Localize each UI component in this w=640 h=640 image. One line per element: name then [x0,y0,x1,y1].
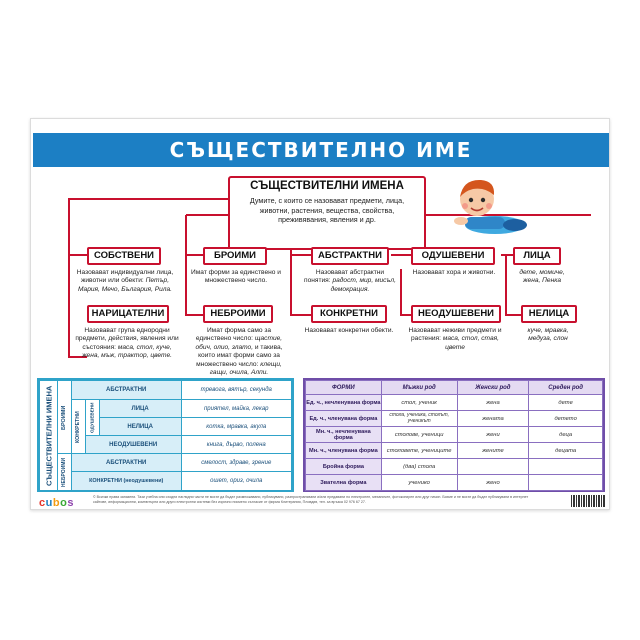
forms-header-masculine: Мъжки род [381,381,457,395]
forms-grid [305,380,603,491]
desc-naricatelni [75,327,179,361]
table-ex-abstraktni: тревога, вятър, секунда [181,381,291,400]
table-ex-lica: приятел, майка, лекар [181,400,291,418]
label-sobstveni: СОБСТВЕНИ [87,247,161,265]
desc-nebroimi-example-2: клещи, гащи, очила, Алпи. [209,360,282,377]
forms-cell: столове, ученици [381,427,457,443]
main-concept-desc: Думите, с които се назовават предмети, лица, животни, растения, вещества, свойства, преживявания, явления и др. [249,196,405,224]
desc-neodusheveni [407,327,503,352]
forms-header-form: ФОРМИ [306,381,382,395]
table-cat-lica: ЛИЦА [99,400,181,418]
table-nebroimi-label: НЕБРОИМИ [57,454,71,491]
desc-nebroimi-text-2: и такива, които имат форми само за множествено число: [196,343,283,368]
logo-letter: c [39,497,46,509]
forms-row-label: Мн. ч., членувана форма [306,443,382,459]
label-abstraktni: АБСТРАКТНИ [311,247,389,265]
table-cat-nelica: НЕЛИЦА [99,418,181,436]
desc-odusheveni: Назовават хора и животни. [412,269,496,276]
forms-cell: стола, ученика, столът, ученикът [381,411,457,427]
forms-cell: ученико [381,475,457,491]
table-cat-neodusheveni: НЕОДУШЕВЕНИ [85,436,181,454]
label-nelica: НЕЛИЦА [521,305,577,323]
desc-abstraktni-text: Назовават абстрактни понятия: [304,269,385,285]
forms-row-label: Бройна форма [306,459,382,475]
table-ex-neodusheveni: книга, дърво, полена [181,436,291,454]
forms-cell: жените [457,443,529,459]
main-concept-box [228,176,426,250]
logo-letter: b [52,497,61,509]
forms-row-label: Мн. ч., нечленувана форма [306,427,382,443]
forms-header-feminine: Женски род [457,381,529,395]
forms-cell: жената [457,411,529,427]
boy-illustration [451,175,529,237]
table-ex-abstraktni-2: смелост, здраве, зрение [181,454,291,472]
table-odusheveni-label: ОДУШЕВЕНИ [85,400,99,436]
barcode [571,495,605,507]
forms-cell: жени [457,427,529,443]
forms-row-label: Звателна форма [306,475,382,491]
desc-lica [511,269,573,286]
desc-nebroimi-text: Имат форма само за единствено число: [195,327,272,343]
logo-letter: u [45,497,53,509]
table-broimi-label: БРОИМИ [57,381,71,454]
forms-row-label: Ед. ч., членувана форма [306,411,382,427]
main-concept-title: СЪЩЕСТВИТЕЛНИ ИМЕНА [250,180,404,192]
label-nebroimi: НЕБРОИМИ [203,305,273,323]
desc-nebroimi [189,327,289,377]
label-naricatelni: НАРИЦАТЕЛНИ [87,305,169,323]
table-cat-abstraktni-2: АБСТРАКТНИ [71,454,181,472]
forms-cell: деца [529,427,603,443]
classification-table [37,378,294,492]
forms-cell: стол, ученик [381,395,457,411]
desc-sobstveni [75,269,175,294]
desc-naricatelni-example: маса, стол, куче, жена, мъж, трактор, цвете. [82,343,172,360]
desc-abstraktni [303,269,397,294]
logo-letter: o [60,497,68,509]
forms-cell: детето [529,411,603,427]
forms-table [303,378,605,492]
desc-sobstveni-example: Петър, Мария, Мечо, България, Рила. [77,277,173,293]
brand-logo [39,497,74,509]
desc-nelica [515,327,581,344]
forms-cell: жена [457,395,529,411]
desc-sobstveni-text: Назовават индивидуални лица, животни или обекти: [76,269,174,285]
desc-nelica-example: куче, мравка, медуза, слон [527,327,569,343]
forms-cell [529,475,603,491]
forms-header-neuter: Среден род [529,381,603,395]
table-ex-nelica: котка, мравка, акула [181,418,291,436]
desc-konkretni: Назовават конкретни обекти. [304,327,394,334]
forms-cell: столовете, учениците [381,443,457,459]
forms-row-label: Ед. ч., нечленувана форма [306,395,382,411]
desc-lica-example: дете, момиче, жена, Пенка [519,269,565,285]
desc-naricatelni-text: Назовават група еднородни предмети, действия, явления или състояния: [75,327,179,351]
poster [30,118,610,510]
label-odusheveni: ОДУШЕВЕНИ [411,247,495,265]
forms-cell: дете [529,395,603,411]
table-cat-konkretni: КОНКРЕТНИ (неодушевени) [71,472,181,491]
forms-cell [529,459,603,475]
copyright-text: © Всички права запазени. Тази учебна или сходни наглядни части не могат да бъдат размножавани, публикувани, разпространявани и/или предавани по електронен, механичен, фотокопирен или друг начин. Бяхме и не могат да бъдат публикувани в интернет сайтове, информационни, компютърни или други електронни системи без изрично писмено съгласие от фирма Клитерания, Пловдив, тел. за връзка 02 976 67 27. [93,495,529,504]
table-side-label: СЪЩЕСТВИТЕЛНИ ИМЕНА [40,381,58,491]
forms-cell: (два) стола [381,459,457,475]
label-broimi: БРОИМИ [203,247,267,265]
table-ex-konkretni: ошет, ориз, очила [181,472,291,491]
desc-nebroimi-example: щастие, обич, олио, злато, [195,335,283,351]
logo-letter: s [67,497,74,509]
classification-grid [39,380,292,491]
desc-abstraktni-example: радост, мир, мисъл, демокрация. [330,277,396,293]
desc-broimi: Имат форми за единствено и множествено число. [191,269,281,285]
table-konkretni-label: КОНКРЕТНИ [71,400,85,454]
label-lica: ЛИЦА [513,247,561,265]
page-title: СЪЩЕСТВИТЕЛНО ИМЕ [169,138,473,162]
label-neodusheveni: НЕОДУШЕВЕНИ [411,305,501,323]
forms-cell [457,459,529,475]
forms-cell: децата [529,443,603,459]
desc-neodusheveni-text: Назовават неживи предмети и растения: [408,327,502,343]
desc-neodusheveni-example: маса, стол, стая, цвете [442,335,499,351]
label-konkretni: КОНКРЕТНИ [311,305,387,323]
forms-cell: жено [457,475,529,491]
table-cat-abstraktni: АБСТРАКТНИ [71,381,181,400]
